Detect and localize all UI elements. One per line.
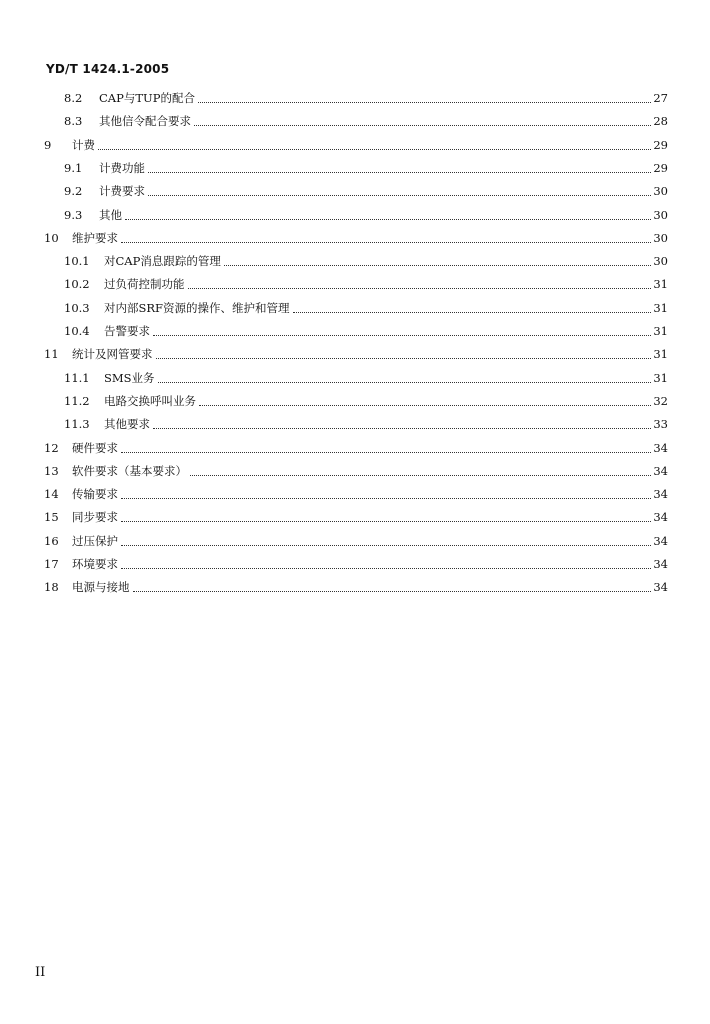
- toc-entry-number: 8.2: [64, 91, 83, 105]
- toc-entry-page: 34: [653, 533, 668, 548]
- toc-entry-page: 34: [653, 463, 668, 478]
- toc-entry-number: 10.1: [64, 254, 90, 269]
- toc-entry-page: 31: [653, 277, 668, 292]
- toc-entry-page: 30: [653, 207, 668, 222]
- toc-dot-leader: [158, 381, 652, 383]
- toc-dot-leader: [224, 264, 652, 266]
- toc-entry-number: 9: [44, 137, 52, 152]
- toc-entry[interactable]: [0, 298, 710, 318]
- toc-entry-title: 告警要求: [104, 324, 150, 338]
- toc-entry-title: 维护要求: [72, 230, 118, 245]
- toc-entry-number: 11.1: [64, 370, 90, 385]
- toc-dot-leader: [121, 241, 651, 243]
- toc-entry-number: 12: [44, 440, 59, 455]
- toc-dot-leader: [133, 590, 652, 592]
- toc-entry-title: 过压保护: [72, 533, 118, 548]
- toc-entry[interactable]: [0, 158, 710, 178]
- toc-entry-title: 硬件要求: [72, 440, 118, 455]
- toc-entry-page: 31: [653, 300, 668, 315]
- toc-entry-title: 其他信令配合要求: [99, 114, 191, 129]
- toc-entry[interactable]: [0, 507, 710, 527]
- toc-entry-number: 11.3: [64, 417, 90, 432]
- toc-entry-page: 31: [653, 324, 668, 338]
- toc-entry[interactable]: [0, 135, 710, 155]
- toc-entry-title: 过负荷控制功能: [104, 277, 185, 292]
- toc-entry-number: 17: [44, 557, 59, 571]
- toc-entry-title: 同步要求: [72, 510, 118, 525]
- toc-entry-page: 34: [653, 440, 668, 455]
- toc-entry-page: 29: [653, 160, 668, 175]
- toc-entry-page: 32: [653, 393, 668, 408]
- toc-entry[interactable]: [0, 461, 710, 481]
- toc-entry-page: 30: [653, 184, 668, 199]
- toc-dot-leader: [121, 544, 651, 546]
- toc-dot-leader: [125, 218, 651, 220]
- toc-entry-title: SMS业务: [104, 370, 155, 385]
- toc-entry-number: 9.1: [64, 160, 83, 175]
- toc-entry-number: 9.3: [64, 207, 83, 222]
- toc-entry-page: 29: [653, 137, 668, 152]
- toc-entry-page: 34: [653, 557, 668, 571]
- toc-entry-title: 其他: [99, 207, 122, 222]
- toc-entry[interactable]: [0, 251, 710, 271]
- toc-entry-number: 10.3: [64, 300, 90, 315]
- toc-entry[interactable]: [0, 577, 710, 597]
- toc-dot-leader: [198, 101, 651, 103]
- toc-dot-leader: [293, 311, 652, 313]
- toc-entry-number: 15: [44, 510, 59, 525]
- toc-entry-page: 30: [653, 254, 668, 269]
- toc-entry[interactable]: [0, 368, 710, 388]
- page-number-footer: II: [35, 965, 46, 980]
- toc-entry-title: 对CAP消息跟踪的管理: [104, 254, 221, 269]
- toc-dot-leader: [199, 404, 651, 406]
- toc-dot-leader: [190, 474, 651, 476]
- toc-entry[interactable]: [0, 228, 710, 248]
- toc-entry-title: 电源与接地: [72, 580, 130, 595]
- toc-entry-number: 11: [44, 347, 59, 362]
- toc-entry-title: 计费: [72, 137, 95, 152]
- toc-dot-leader: [156, 357, 652, 359]
- toc-dot-leader: [98, 148, 651, 150]
- toc-entry-title: 传输要求: [72, 487, 118, 502]
- toc-entry-page: 31: [653, 347, 668, 362]
- toc-entry-number: 8.3: [64, 114, 83, 129]
- toc-entry[interactable]: [0, 438, 710, 458]
- toc-entry-number: 14: [44, 487, 59, 502]
- toc-entry-number: 16: [44, 533, 59, 548]
- toc-entry[interactable]: [0, 391, 710, 411]
- toc-entry[interactable]: [0, 531, 710, 551]
- toc-entry-title: 软件要求（基本要求）: [72, 463, 187, 478]
- toc-entry[interactable]: [0, 111, 710, 131]
- toc-entry[interactable]: [0, 554, 710, 574]
- toc-dot-leader: [194, 124, 651, 126]
- toc-entry-number: 9.2: [64, 184, 83, 199]
- toc-entry-page: 28: [653, 114, 668, 129]
- toc-entry-number: 10.2: [64, 277, 90, 292]
- toc-entry-page: 34: [653, 510, 668, 525]
- toc-entry-title: 计费要求: [99, 184, 145, 199]
- toc-entry-page: 34: [653, 580, 668, 595]
- toc-entry[interactable]: [0, 344, 710, 364]
- toc-entry[interactable]: [0, 274, 710, 294]
- toc-entry-page: 34: [653, 487, 668, 502]
- toc-dot-leader: [121, 520, 651, 522]
- toc-dot-leader: [148, 171, 651, 173]
- toc-entry[interactable]: [0, 88, 710, 108]
- toc-dot-leader: [121, 567, 651, 569]
- toc-entry-title: 电路交换呼叫业务: [104, 393, 196, 408]
- toc-dot-leader: [153, 334, 651, 336]
- toc-entry-page: 33: [653, 417, 668, 432]
- toc-entry-title: 环境要求: [72, 557, 118, 571]
- toc-entry-title: 其他要求: [104, 417, 150, 432]
- toc-entry[interactable]: [0, 484, 710, 504]
- toc-dot-leader: [121, 451, 651, 453]
- toc-entry-number: 13: [44, 463, 59, 478]
- toc-dot-leader: [188, 287, 652, 289]
- toc-dot-leader: [153, 427, 651, 429]
- toc-entry-page: 30: [653, 230, 668, 245]
- toc-entry[interactable]: [0, 205, 710, 225]
- toc-entry[interactable]: [0, 181, 710, 201]
- toc-entry-page: 31: [653, 370, 668, 385]
- toc-entry-number: 18: [44, 580, 59, 595]
- toc-entry-number: 10: [44, 230, 59, 245]
- toc-entry-title: 计费功能: [99, 160, 145, 175]
- toc-dot-leader: [121, 497, 651, 499]
- toc-entry-number: 10.4: [64, 324, 90, 338]
- toc-dot-leader: [148, 194, 651, 196]
- toc-entry-number: 11.2: [64, 393, 90, 408]
- toc-entry-title: CAP与TUP的配合: [99, 91, 195, 105]
- toc-entry[interactable]: [0, 321, 710, 341]
- toc-entry-title: 对内部SRF资源的操作、维护和管理: [104, 300, 290, 315]
- toc-entry[interactable]: [0, 414, 710, 434]
- toc-entry-page: 27: [653, 91, 668, 105]
- document-header: YD/T 1424.1-2005: [46, 62, 170, 76]
- toc-entry-title: 统计及网管要求: [72, 347, 153, 362]
